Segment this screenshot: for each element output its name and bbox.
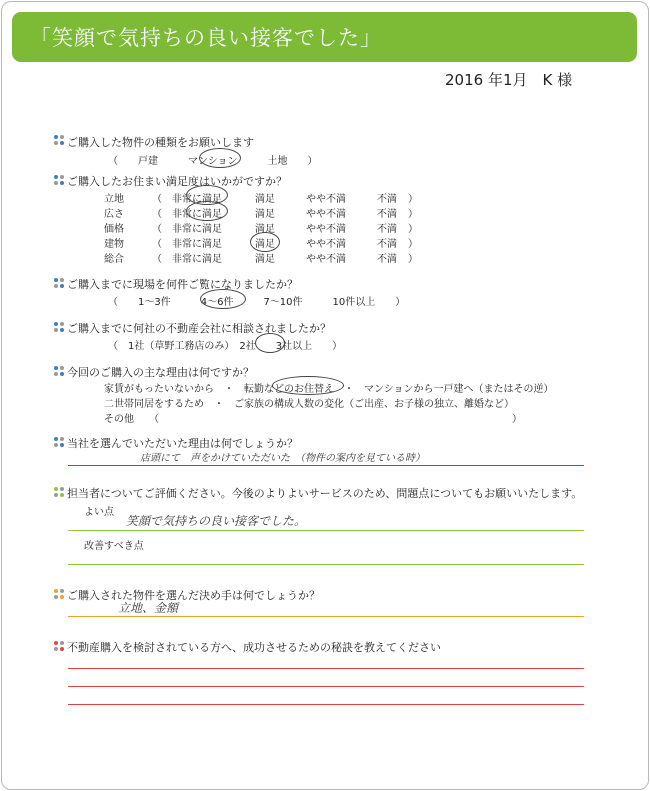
answer-line (68, 686, 584, 687)
option-somewhat-dissatisfied: やや不満 (306, 224, 346, 235)
q2-title: ご購入したお住まい満足度はいかがですか？ (67, 175, 287, 188)
q9-title: 不動産購入を検討されている方へ、成功させるための秘訣を教えてください (67, 641, 441, 654)
answer-line (68, 704, 584, 705)
bullet-dots-icon (54, 135, 65, 146)
option-satisfied: 満足 (255, 224, 275, 235)
option-very-satisfied: 非常に満足 (172, 254, 222, 265)
bracket: （ (152, 194, 162, 205)
bullet-dots-icon (54, 278, 65, 289)
bracket: （ (152, 239, 162, 250)
option-satisfied: 満足 (255, 194, 275, 205)
improvement-label: 改善すべき点 (84, 541, 144, 552)
bracket: ） (408, 239, 418, 250)
option-dissatisfied: 不満 (377, 254, 397, 265)
answer-line (68, 465, 584, 466)
option-satisfied: 満足 (255, 254, 275, 265)
option-dissatisfied: 不満 (377, 239, 397, 250)
q7-title: 担当者についてご評価ください。今後のよりよいサービスのため、問題点についてもお願いいたします。 (67, 487, 583, 500)
option-very-satisfied: 非常に満足 (172, 194, 222, 205)
row-label: 価格 (104, 224, 124, 235)
q4-title: ご購入までに何社の不動産会社に相談されましたか？ (67, 322, 331, 335)
bullet-dots-icon (54, 437, 65, 448)
bracket: ） (408, 209, 418, 220)
option-somewhat-dissatisfied: やや不満 (306, 209, 346, 220)
q1-options: （ 戸建 マンション 土地 ） (108, 156, 318, 167)
q8-handwritten-answer: 立地、金額 (118, 601, 179, 615)
q4-options: （ 1社（草野工務店のみ） 2社 3社以上 ） (108, 341, 343, 352)
bracket: （ (152, 254, 162, 265)
q3-title: ご購入までに現場を何件ご覧になりましたか？ (67, 278, 298, 291)
option-dissatisfied: 不満 (377, 209, 397, 220)
answer-circle (272, 376, 344, 395)
q6-title: 当社を選んでいただいた理由は何でしょうか？ (67, 437, 298, 450)
answer-circle (200, 289, 246, 309)
option-satisfied: 満足 (255, 239, 275, 250)
bracket: ） (408, 194, 418, 205)
good-points-label: よい点 (84, 507, 114, 518)
bullet-dots-icon (54, 366, 65, 377)
q1-title: ご購入した物件の種類をお願いします (67, 136, 254, 149)
answer-circle (199, 148, 241, 168)
answer-line (68, 564, 584, 565)
q3-options: （ 1～3件 4～6件 7～10件 10件以上 ） (108, 297, 406, 308)
row-label: 総合 (104, 254, 124, 265)
answer-circle (186, 201, 228, 221)
option-very-satisfied: 非常に満足 (172, 239, 222, 250)
option-somewhat-dissatisfied: やや不満 (306, 194, 346, 205)
q6-handwritten-answer: 店頭にて 声をかけていただいた （物件の案内を見ている時） (140, 453, 425, 464)
bracket: ） (408, 254, 418, 265)
answer-circle (255, 333, 285, 353)
option-dissatisfied: 不満 (377, 224, 397, 235)
q5-reason-line1: 家賃がもったいないから ・ 転勤などのお住替え ・ マンションから一戸建へ（またはその逆） (104, 384, 554, 395)
q5-reason-line2: 二世帯同居をするため ・ ご家族の構成人数の変化（ご出産、お子様の独立、離婚など） (104, 399, 514, 410)
page-title: 「笑顔で気持ちの良い接客でした」 (30, 26, 382, 50)
answer-line (68, 616, 584, 617)
q8-title: ご購入された物件を選んだ決め手は何でしょうか？ (67, 589, 320, 602)
answer-line (68, 668, 584, 669)
bullet-dots-icon (54, 322, 65, 333)
answer-circle (250, 232, 280, 252)
option-very-satisfied: 非常に満足 (172, 209, 222, 220)
option-somewhat-dissatisfied: やや不満 (306, 239, 346, 250)
q7-handwritten-answer: 笑顔で気持ちの良い接客でした。 (126, 514, 307, 528)
q5-other: その他 （ (104, 414, 159, 425)
q5-title: 今回のご購入の主な理由は何ですか？ (67, 366, 254, 379)
option-very-satisfied: 非常に満足 (172, 224, 222, 235)
row-label: 広さ (104, 209, 124, 220)
date-customer: 2016 年1月 K 様 (445, 71, 573, 89)
bracket: ） (512, 414, 522, 425)
option-somewhat-dissatisfied: やや不満 (306, 254, 346, 265)
row-label: 立地 (104, 194, 124, 205)
option-dissatisfied: 不満 (377, 194, 397, 205)
bracket: ） (408, 224, 418, 235)
bullet-dots-icon (54, 589, 65, 600)
row-label: 建物 (104, 239, 124, 250)
bullet-dots-icon (54, 641, 65, 652)
bracket: （ (152, 224, 162, 235)
answer-line (68, 530, 584, 531)
bullet-dots-icon (54, 487, 65, 498)
bullet-dots-icon (54, 175, 65, 186)
bracket: （ (152, 209, 162, 220)
option-satisfied: 満足 (255, 209, 275, 220)
header-banner (12, 12, 637, 62)
